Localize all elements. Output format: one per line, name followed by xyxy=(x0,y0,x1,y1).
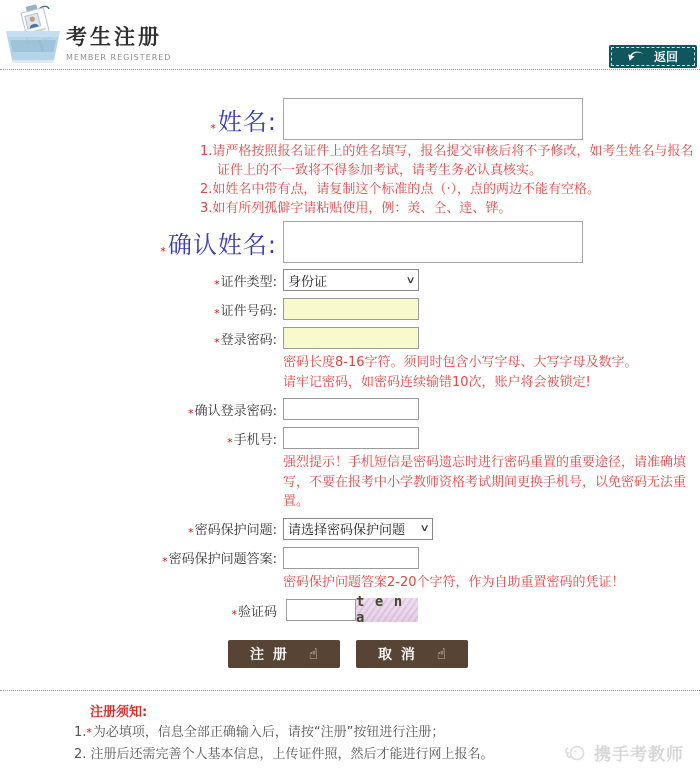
required-mark: * xyxy=(214,335,220,349)
required-mark: * xyxy=(188,526,194,540)
chevron-down-icon: ∨ xyxy=(419,523,430,535)
required-mark: * xyxy=(214,306,220,320)
phone-field-row xyxy=(0,427,700,449)
security-answer-label: *密码保护问题答案: xyxy=(162,552,277,569)
id-number-field-row xyxy=(0,298,700,320)
password-input[interactable] xyxy=(283,327,419,349)
name-note-3: 3.如有所列孤僻字请粘贴使用，例：羙、仝、逹、铧。 xyxy=(200,200,512,216)
name-field-row xyxy=(0,98,700,140)
security-question-selected-value: 请选择密码保护问题 xyxy=(288,523,406,539)
name-input[interactable] xyxy=(283,98,583,140)
id-type-field-row xyxy=(0,269,700,291)
back-button-label: 返回 xyxy=(653,50,678,64)
id-type-select[interactable] xyxy=(283,269,419,291)
cancel-button[interactable] xyxy=(356,640,468,668)
back-button[interactable] xyxy=(609,45,697,68)
password-note-1: 密码长度8-16字符。须同时包含小写字母、大写字母及数字。 xyxy=(283,355,638,371)
required-mark: * xyxy=(188,406,194,420)
confirm-name-field-row xyxy=(0,221,700,263)
password-label: *登录密码: xyxy=(214,332,277,349)
captcha-image[interactable]: t e n a xyxy=(356,598,418,622)
password-note-2: 请牢记密码，如密码连续输错10次，账户将会被锁定! xyxy=(283,374,591,390)
id-type-selected-value: 身份证 xyxy=(288,274,328,290)
watermark-bird-icon xyxy=(564,742,588,764)
form-actions xyxy=(228,640,700,668)
site-logo-icon xyxy=(4,2,62,70)
captcha-input[interactable] xyxy=(286,599,356,621)
name-notes xyxy=(200,143,698,218)
id-type-label: *证件类型: xyxy=(214,274,277,291)
phone-label: *手机号: xyxy=(227,432,277,449)
registration-form xyxy=(0,98,700,668)
security-answer-note: 密码保护问题答案2-20个字符，作为自助重置密码的凭证！ xyxy=(283,574,625,590)
security-question-field-row xyxy=(0,518,700,540)
required-mark: * xyxy=(86,726,92,739)
id-number-label: *证件号码: xyxy=(214,303,277,320)
required-mark: * xyxy=(231,607,237,621)
pointer-hand-icon: ☝ xyxy=(308,645,318,664)
name-note-2: 2.如姓名中带有点，请复制这个标准的点（·），点的两边不能有空格。 xyxy=(200,181,601,197)
name-note-1: 1.请严格按照报名证件上的姓名填写，报名提交审核后将不予修改，如考生姓名与报名证件上的不一致将不得参加考试，请考生务必认真核实。 xyxy=(200,144,694,178)
confirm-password-input[interactable] xyxy=(283,398,419,420)
confirm-password-label: *确认登录密码: xyxy=(188,403,277,420)
required-mark: * xyxy=(214,277,220,291)
notice-item-1: 1.*为必填项，信息全部正确输入后，请按“注册”按钮进行注册； xyxy=(74,725,445,740)
pointer-hand-icon: ☝ xyxy=(436,645,446,664)
password-notes xyxy=(283,353,696,392)
watermark-logo xyxy=(564,740,684,765)
confirm-password-field-row xyxy=(0,398,700,420)
footer-divider xyxy=(0,690,700,691)
register-button[interactable] xyxy=(228,640,340,668)
id-number-input[interactable] xyxy=(283,298,419,320)
page-header xyxy=(66,21,171,62)
confirm-name-label: *确认姓名: xyxy=(160,230,277,259)
phone-input[interactable] xyxy=(283,427,419,449)
required-mark: * xyxy=(210,121,217,135)
security-answer-input[interactable] xyxy=(283,547,419,569)
security-question-label: *密码保护问题: xyxy=(188,523,277,540)
register-button-label: 注 册 xyxy=(249,647,289,664)
watermark-text: 携手考教师 xyxy=(594,745,684,765)
security-answer-field-row xyxy=(0,547,700,569)
password-field-row xyxy=(0,327,700,349)
captcha-label: *验证码 xyxy=(231,604,277,621)
page-title: 考生注册 xyxy=(66,25,162,49)
required-mark: * xyxy=(227,435,233,449)
name-label: *姓名: xyxy=(210,107,277,136)
page-subtitle: MEMBER REGISTERED xyxy=(66,53,172,62)
security-question-select[interactable] xyxy=(283,518,433,540)
captcha-field-row xyxy=(0,594,700,627)
required-mark: * xyxy=(162,555,168,569)
required-mark: * xyxy=(160,244,167,258)
notice-title: 注册须知: xyxy=(90,705,148,720)
header-divider xyxy=(0,69,700,70)
cancel-button-label: 取 消 xyxy=(377,647,417,664)
phone-note: 强烈提示！手机短信是密码遗忘时进行密码重置的重要途径，请准确填写，不要在报考中小学教师资格考试期间更换手机号，以免密码无法重置。 xyxy=(283,455,687,510)
notice-item-2: 2. 注册后还需完善个人基本信息，上传证件照，然后才能进行网上报名。 xyxy=(74,747,494,763)
return-arrow-icon xyxy=(628,51,644,62)
chevron-down-icon: ∨ xyxy=(405,274,416,286)
confirm-name-input[interactable] xyxy=(283,221,583,263)
